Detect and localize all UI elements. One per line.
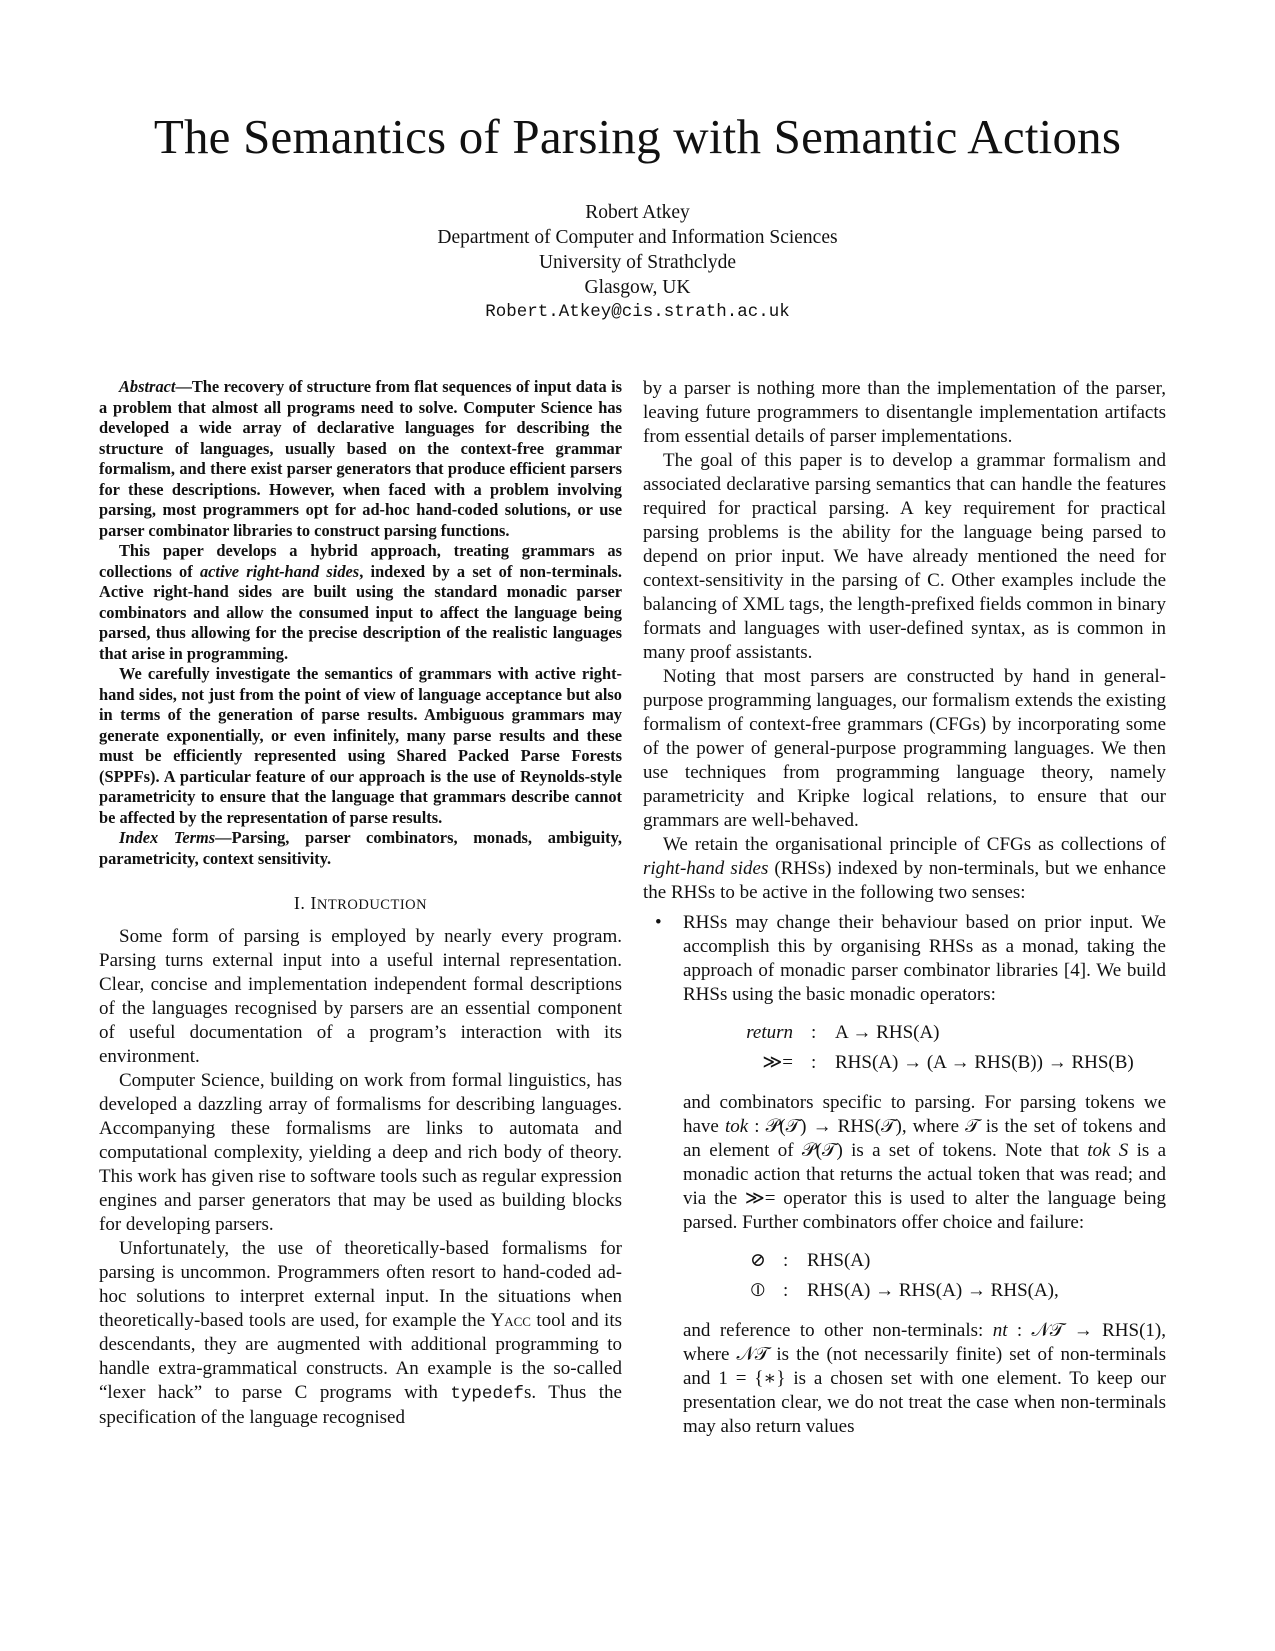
affiliation-location: Glasgow, UK [584,277,691,298]
equation-rhs-return: A → RHS(A) [835,1022,940,1043]
right-paragraph-2: The goal of this paper is to develop a grammar formalism and associated declarative parsing semantics that can handle the features required for practical parsing. A key requirement for practical parsing problems is the ability for the language being parsed to depend on prior input. We have already mentioned the need for context-sensitivity in the parsing of C. Other examples include the balancing of XML tags, the length-prefixed fields common in binary formats and languages with user-defined syntax, as is common in many proof assistants. [643,450,1166,663]
author-block [0,200,1275,325]
yacc-name: Yacc [490,1310,531,1331]
affiliation-university: University of Strathclyde [538,252,737,273]
bullet-text-2c: is a monadic action that returns the actual token that was read; and via the ≫= operator this is used to alter the language being parsed. Further combinators offer choice and failure: [683,1140,1167,1233]
right-paragraph-1: by a parser is nothing more than the implementation of the parser, leaving future programmers to disentangle implementation artifacts from essential details of parser implementations. [643,378,1166,447]
abstract-text-2b: , indexed by a set of non-terminals. Active right-hand sides are built using the standard monadic parser combinators and allow the consumed input to affect the language being parsed, thus allowing for the precise description of the realistic languages that arise in programming. [99,561,622,663]
index-terms-label: Index Terms [119,828,216,847]
tok-symbol: tok [724,1116,749,1137]
equation-lhs-failure: ⊘ [750,1250,766,1271]
abstract-emphasis: active right-hand sides [199,561,360,581]
equation-choice-failure [683,1245,1166,1309]
equation-colon: : [811,1022,817,1043]
intro-text-3a: Unfortunately, the use of theoretically-based formalisms for parsing is uncommon. Programmers often resort to hand-coded ad-hoc solutions to interpret external input. In the situations when theoretically-based tools are used, for example the [99,1238,622,1331]
right-paragraph-4 [643,833,1166,905]
rhs-emphasis: right-hand sides [643,858,769,879]
abstract-paragraph-3: We carefully investigate the semantics of grammars with active right-hand sides, not just from the point of view of language acceptance but also in terms of the generation of parse results. Ambiguous grammars may generate exponentially, or even infinitely, many parse results and these must be efficiently represented using Shared Packed Parse Forests (SPPFs). A particular feature of our approach is the use of Reynolds-style parametricity to ensure that the language that grammars describe cannot be affected by the representation of parse results. [99,664,622,827]
abstract-text-1: —The recovery of structure from flat sequences of input data is a problem that almost all programs need to solve. Computer Science has developed a wide array of declarative languages for describing the structure of languages, usually based on the context-free grammar formalism, and there exist parser generators that produce efficient parsers for these descriptions. However, when faced with a problem involving parsing, most programmers opt for ad-hoc hand-coded solutions, or use parser combinator libraries to construct parsing functions. [99,377,622,540]
author-name: Robert Atkey [585,202,690,223]
section-title-rest: NTRODUCTION [316,897,428,913]
tok-s-symbol: tok S [1087,1140,1129,1161]
equation-colon: : [783,1250,789,1271]
paper-title: The Semantics of Parsing with Semantic Actions [153,109,1122,164]
bullet-symbol: • [655,912,662,933]
right-paragraph-3: Noting that most parsers are constructed by hand in general-purpose programming languages, our formalism extends the existing formalism of context-free grammars (CFGs) by incorporating some of the power of general-purpose programming languages. We then use techniques from programming language theory, namely parametricity and Kripke logical relations, to ensure that our grammars are well-behaved. [643,666,1166,831]
section-number: I. [293,893,306,913]
equation-row-return [683,1021,1166,1051]
bullet-paragraph-3 [683,1319,1166,1439]
index-terms [99,828,622,869]
nt-symbol: nt [992,1320,1008,1341]
equation-lhs-return: return [746,1022,793,1043]
bullet-text-2b: : 𝒫(𝒯) → RHS(𝒯), where 𝒯 is the set of tokens and an element of 𝒫(𝒯) is a set of tokens. Note that [683,1116,1166,1161]
intro-paragraph-1: Some form of parsing is employed by nearly every program. Parsing turns external input into a useful internal representation. Clear, concise and implementation independent formal descriptions of the languages recognised by parsers are an essential component of useful documentation of a program’s interaction with its environment. [99,926,622,1067]
section-heading-introduction [99,891,622,917]
equation-rhs-bind: RHS(A) → (A → RHS(B)) → RHS(B) [835,1052,1134,1073]
author-email: Robert.Atkey@cis.strath.ac.uk [485,302,790,322]
right-column [643,377,1166,1439]
bullet-paragraph-1: RHSs may change their behaviour based on prior input. We accomplish this by organising RHSs as a monad, taking the approach of monadic parser combinator libraries [4]. We build RHSs using the basic monadic operators: [683,912,1166,1005]
abstract-text-2a: This paper develops a hybrid approach, treating grammars as collections of [99,541,622,581]
intro-paragraph-3 [99,1237,622,1430]
abstract-label: Abstract [119,377,176,396]
affiliation-department: Department of Computer and Information Sciences [437,227,838,248]
left-column [99,377,622,1430]
intro-text-3c: s. Thus the specification of the language recognised [99,1382,622,1428]
equation-rhs-choice: RHS(A) → RHS(A) → RHS(A), [807,1280,1059,1301]
equation-row-choice [683,1279,1166,1309]
intro-text-3b: tool and its descendants, they are augmented with additional programming to handle extra-grammatical constructs. An example is the so-called “lexer hack” to parse C programs with [99,1310,622,1403]
typedef-code: typedef [450,1384,524,1404]
equation-colon: : [811,1052,817,1073]
bullet-text-3a: and reference to other non-terminals: [683,1320,993,1341]
bullet-item [643,911,1166,1439]
right-text-4b: (RHSs) indexed by non-terminals, but we enhance the RHSs to be active in the following two senses: [643,858,1166,903]
index-terms-text: —Parsing, parser combinators, monads, ambiguity, parametricity, context sensitivity. [99,828,622,868]
abstract [99,377,622,869]
bullet-text-2a: and combinators specific to parsing. For parsing tokens we have [683,1092,1166,1137]
equation-row-bind [683,1051,1166,1081]
equation-lhs-choice: ⦶ [751,1280,765,1301]
equation-row-failure [683,1249,1166,1279]
bullet-paragraph-2 [683,1091,1166,1235]
equation-colon: : [783,1280,789,1301]
right-text-4a: We retain the organisational principle of CFGs as collections of [663,834,1166,855]
section-title-initial: I [310,893,317,913]
bullet-text-3b: : 𝒩𝒯 → RHS(1), where 𝒩𝒯 is the (not necessarily finite) set of non-terminals and 1 = {∗} is a chosen set with one element. To keep our presentation clear, we do not treat the case when non-terminals may also return values [683,1320,1166,1437]
equation-lhs-bind: ≫= [762,1052,793,1073]
abstract-paragraph-2 [99,541,622,664]
equation-monad-operators [683,1017,1166,1081]
intro-paragraph-2: Computer Science, building on work from formal linguistics, has developed a dazzling array of formalisms for describing languages. Accompanying these formalisms are links to automata and computational complexity, yielding a deep and rich body of theory. This work has given rise to software tools such as regular expression engines and parser generators that may be used as building blocks for developing parsers. [99,1070,622,1235]
equation-rhs-failure: RHS(A) [807,1250,871,1271]
abstract-paragraph-1 [99,377,622,541]
